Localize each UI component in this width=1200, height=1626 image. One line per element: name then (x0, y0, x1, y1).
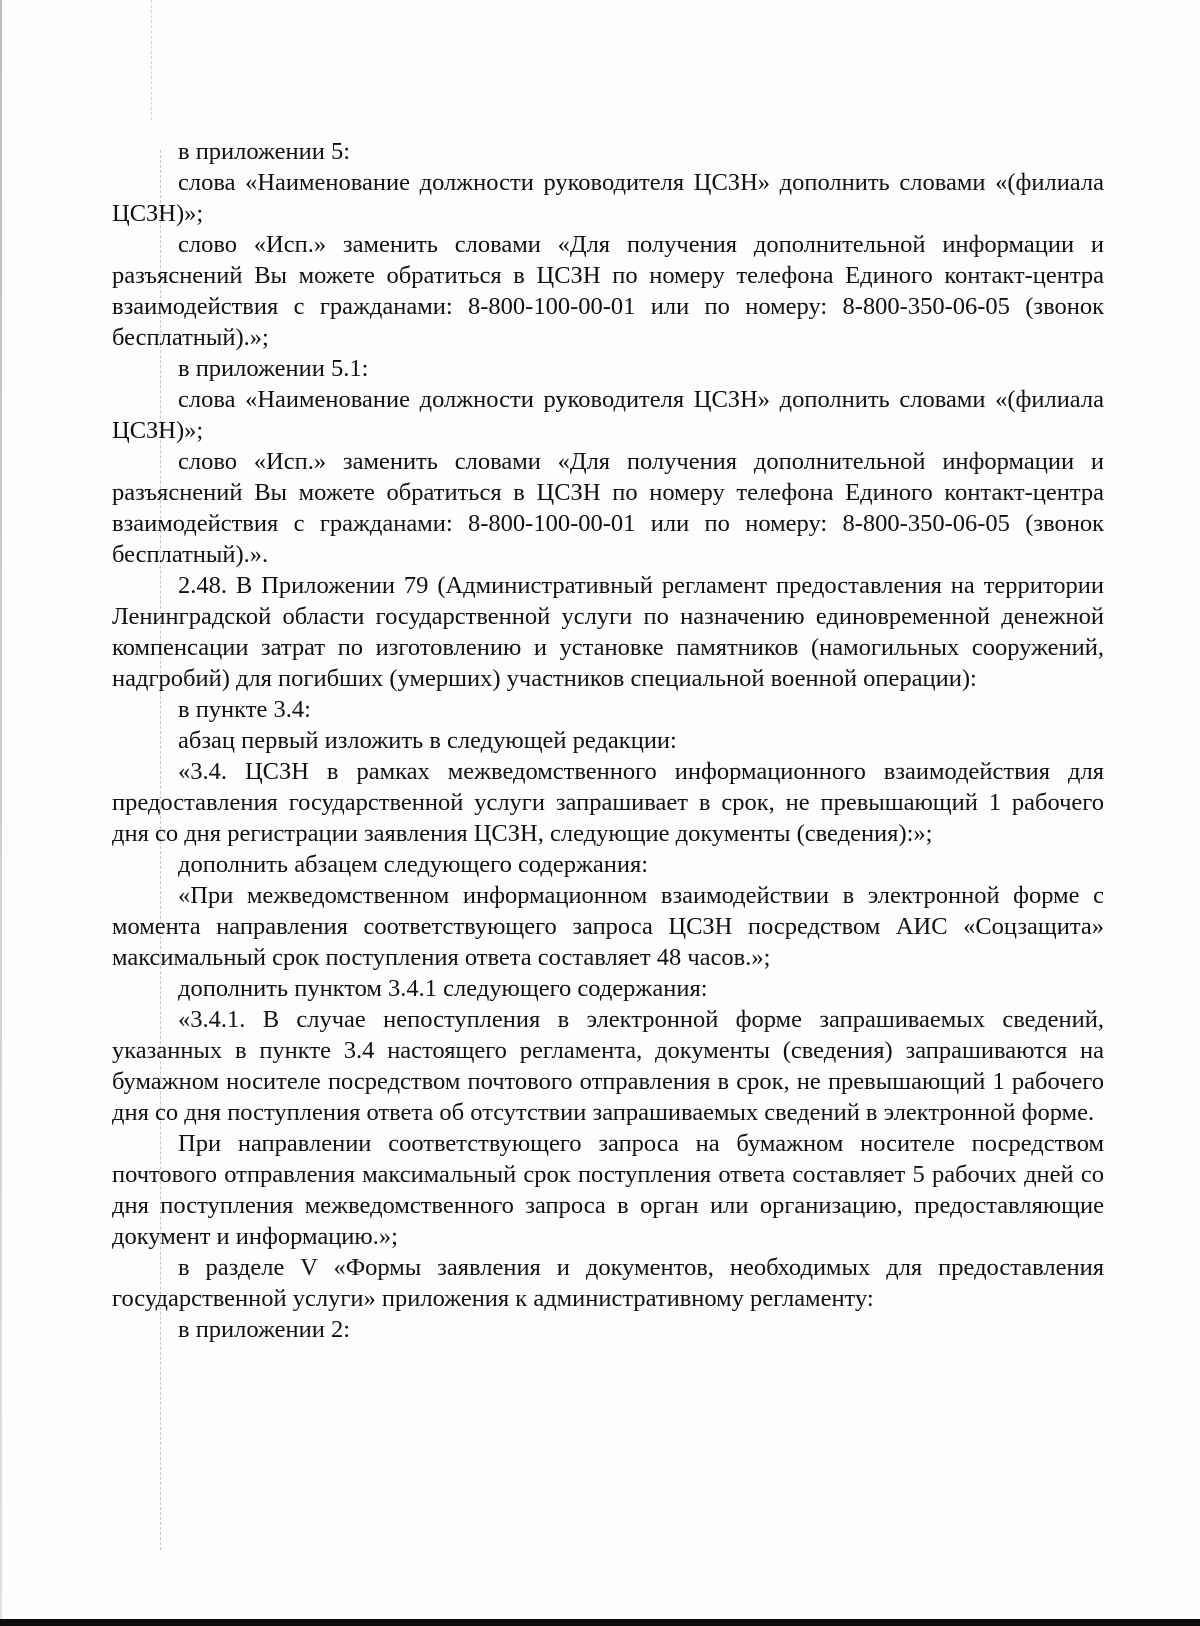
paragraph: дополнить пунктом 3.4.1 следующего содержания: (178, 975, 708, 1002)
scan-artifact-line-top (151, 0, 152, 120)
document-body (112, 136, 1104, 1345)
paragraph: 2.48. В Приложении 79 (Административный регламент предоставления на территории Ленинградской области государственной услуги по назначению единовременной денежной компенсации затрат по изготовлению и установке памятников (намогильных сооружений, надгробий) для погибших (умерших) участников специальной военной операции): (112, 572, 1104, 692)
paragraph: в приложении 2: (178, 1316, 351, 1343)
paragraph: слова «Наименование должности руководителя ЦСЗН» дополнить словами «(филиала ЦСЗН)»; (112, 386, 1104, 444)
scan-left-edge (0, 0, 2, 1626)
paragraph: слово «Исп.» заменить словами «Для получения дополнительной информации и разъяснений Вы можете обратиться в ЦСЗН по номеру телефона Единого контакт-центра взаимодействия с гражданами: 8-800-100-00-01 или по номеру: 8-800-350-06-05 (звонок бесплатный).». (112, 448, 1104, 568)
scan-bottom-edge (0, 1619, 1200, 1626)
paragraph: в приложении 5.1: (178, 355, 369, 382)
paragraph: При направлении соответствующего запроса на бумажном носителе посредством почтового отправления максимальный срок поступления ответа составляет 5 рабочих дней со дня поступления межведомственного запроса в орган или организацию, предоставляющие документ и информацию.»; (112, 1130, 1104, 1250)
paragraph: в разделе V «Формы заявления и документов, необходимых для предоставления государственной услуги» приложения к административному регламенту: (112, 1254, 1104, 1312)
paragraph: слово «Исп.» заменить словами «Для получения дополнительной информации и разъяснений Вы можете обратиться в ЦСЗН по номеру телефона Единого контакт-центра взаимодействия с гражданами: 8-800-100-00-01 или по номеру: 8-800-350-06-05 (звонок бесплатный).»; (112, 231, 1104, 351)
paragraph: в пункте 3.4: (178, 696, 311, 723)
paragraph: в приложении 5: (178, 138, 351, 165)
paragraph: «3.4.1. В случае непоступления в электронной форме запрашиваемых сведений, указанных в пункте 3.4 настоящего регламента, документы (сведения) запрашиваются на бумажном носителе посредством почтового отправления в срок, не превышающий 1 рабочего дня со дня поступления ответа об отсутствии запрашиваемых сведений в электронной форме. (112, 1006, 1104, 1126)
paragraph: «3.4. ЦСЗН в рамках межведомственного информационного взаимодействия для предоставления государственной услуги запрашивает в срок, не превышающий 1 рабочего дня со дня регистрации заявления ЦСЗН, следующие документы (сведения):»; (112, 758, 1104, 847)
paragraph: абзац первый изложить в следующей редакции: (178, 727, 677, 754)
paragraph: «При межведомственном информационном взаимодействии в электронной форме с момента направления соответствующего запроса ЦСЗН посредством АИС «Соцзащита» максимальный срок поступления ответа составляет 48 часов.»; (112, 882, 1104, 971)
paragraph: слова «Наименование должности руководителя ЦСЗН» дополнить словами «(филиала ЦСЗН)»; (112, 169, 1104, 227)
paragraph: дополнить абзацем следующего содержания: (178, 851, 649, 878)
